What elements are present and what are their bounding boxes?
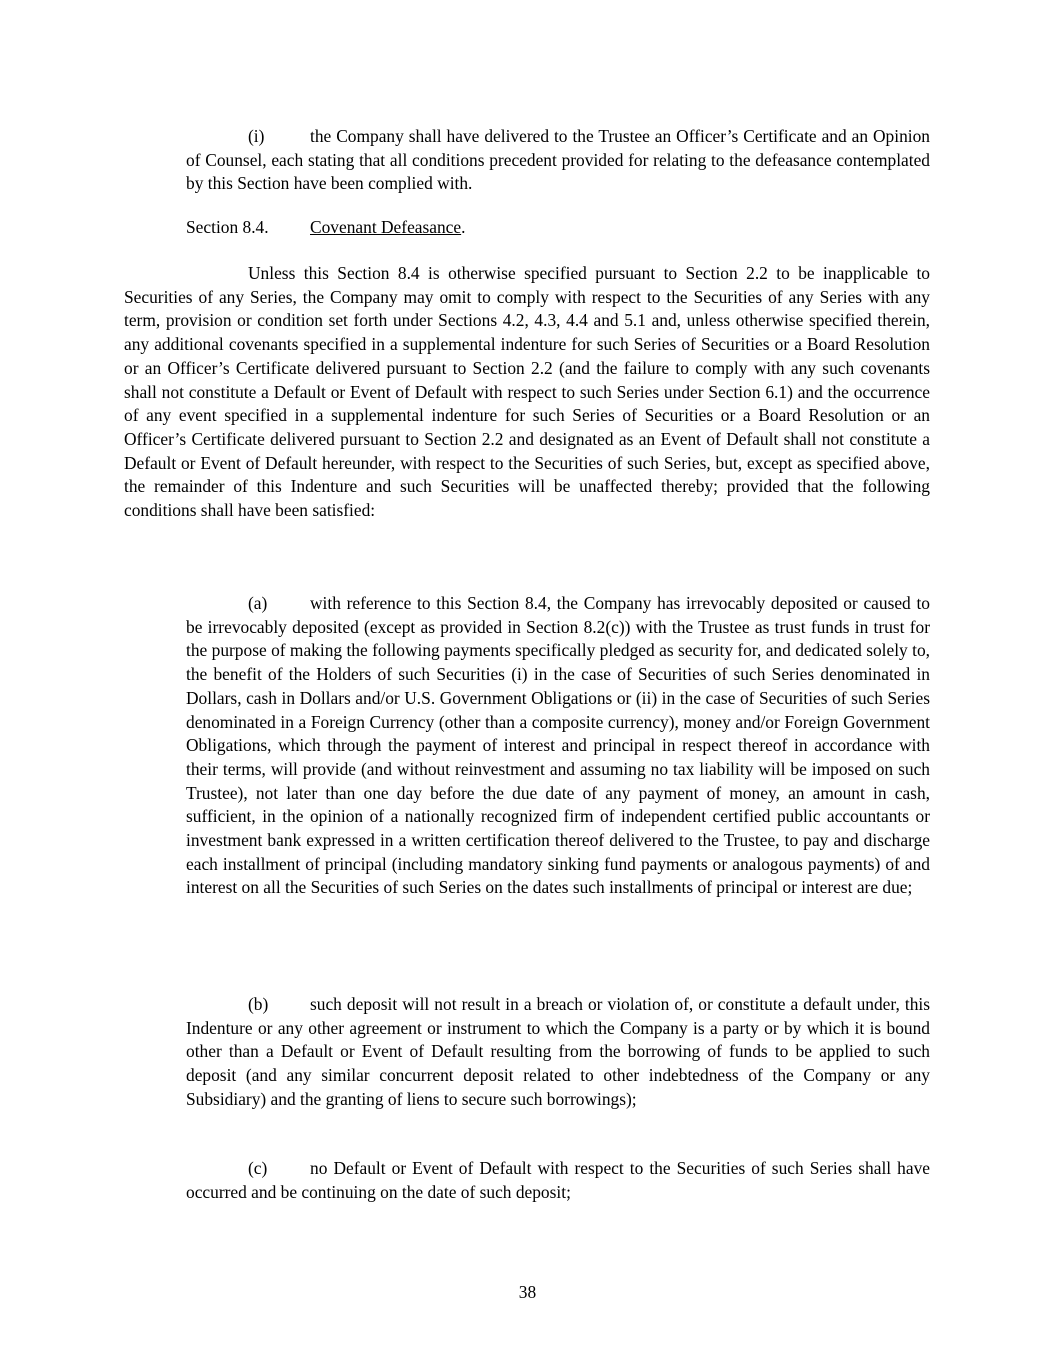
clause-c-text: no Default or Event of Default with respect to the Securities of such Series shall have occurred and be continuing on the date of such deposit;: [186, 1158, 930, 1202]
section-body-paragraph: Unless this Section 8.4 is otherwise specified pursuant to Section 2.2 to be inapplicable to Securities of any Series, the Company may omit to comply with respect to the Securities of any Series with any term, provision or condition set forth under Sections 4.2, 4.3, 4.4 and 5.1 and, unless otherwise specified therein, any additional covenants specified in a supplemental indenture for such Series of Securities or a Board Resolution or an Officer’s Certificate delivered pursuant to Section 2.2 (and the failure to comply with any such covenants shall not constitute a Default or Event of Default with respect to such Series under Section 6.1) and the occurrence of any event specified in a supplemental indenture for such Series of Securities or a Board Resolution or an Officer’s Certificate delivered pursuant to Section 2.2 and designated as an Event of Default shall not constitute a Default or Event of Default hereunder, with respect to the Securities of such Series, but, except as specified above, the remainder of this Indenture and such Securities will be unaffected thereby; provided that the following conditions shall have been satisfied:: [124, 263, 930, 521]
clause-a-marker: (a): [248, 593, 268, 613]
clause-c-marker: (c): [248, 1158, 268, 1178]
clause-b-text: such deposit will not result in a breach or violation of, or constitute a default under, this Indenture or any other agreement or instrument to which the Company is a party or by which it is bound other than a Default or Event of Default resulting from the borrowing of funds to be applied to such deposit (and any similar concurrent deposit related to other indebtedness of the Company or any Subsidiary) and the granting of liens to secure such borrowings);: [186, 994, 930, 1109]
clause-i-text: the Company shall have delivered to the Trustee an Officer’s Certificate and an Opinion of Counsel, each stating that all conditions precedent provided for relating to the defeasance contemplated by this Section have been complied with.: [186, 126, 930, 194]
page-number: 38: [518, 1282, 537, 1302]
clause-i: [186, 125, 930, 196]
clause-a: [186, 592, 930, 900]
clause-b-marker: (b): [248, 994, 269, 1014]
section-title-suffix: .: [461, 217, 466, 237]
section-title: Covenant Defeasance: [310, 217, 462, 237]
section-number: Section 8.4.: [186, 217, 269, 237]
clause-a-text: with reference to this Section 8.4, the Company has irrevocably deposited or caused to be irrevocably deposited (except as provided in Section 8.2(c)) with the Trustee as trust funds in trust for the purpose of making the following payments specifically pledged as security for, and dedicated solely to, the benefit of the Holders of such Securities (i) in the case of Securities of such Series denominated in Dollars, cash in Dollars and/or U.S. Government Obligations or (ii) in the case of Securities of such Series denominated in a Foreign Currency (other than a composite currency), money and/or Foreign Government Obligations, which through the payment of interest and principal in respect thereof in accordance with their terms, will provide (and without reinvestment and assuming no tax liability will be imposed on such Trustee), not later than one day before the due date of any payment of money, an amount in cash, sufficient, in the opinion of a nationally recognized firm of independent certified public accountants or investment bank expressed in a written certification thereof delivered to the Trustee, to pay and discharge each installment of principal (including mandatory sinking fund payments or analogous payments) of and interest on all the Securities of such Series on the dates such installments of principal or interest are due;: [186, 593, 930, 898]
clause-b: [186, 993, 930, 1112]
section-heading: [186, 216, 465, 240]
clause-c: [186, 1157, 930, 1204]
clause-i-marker: (i): [248, 126, 265, 146]
